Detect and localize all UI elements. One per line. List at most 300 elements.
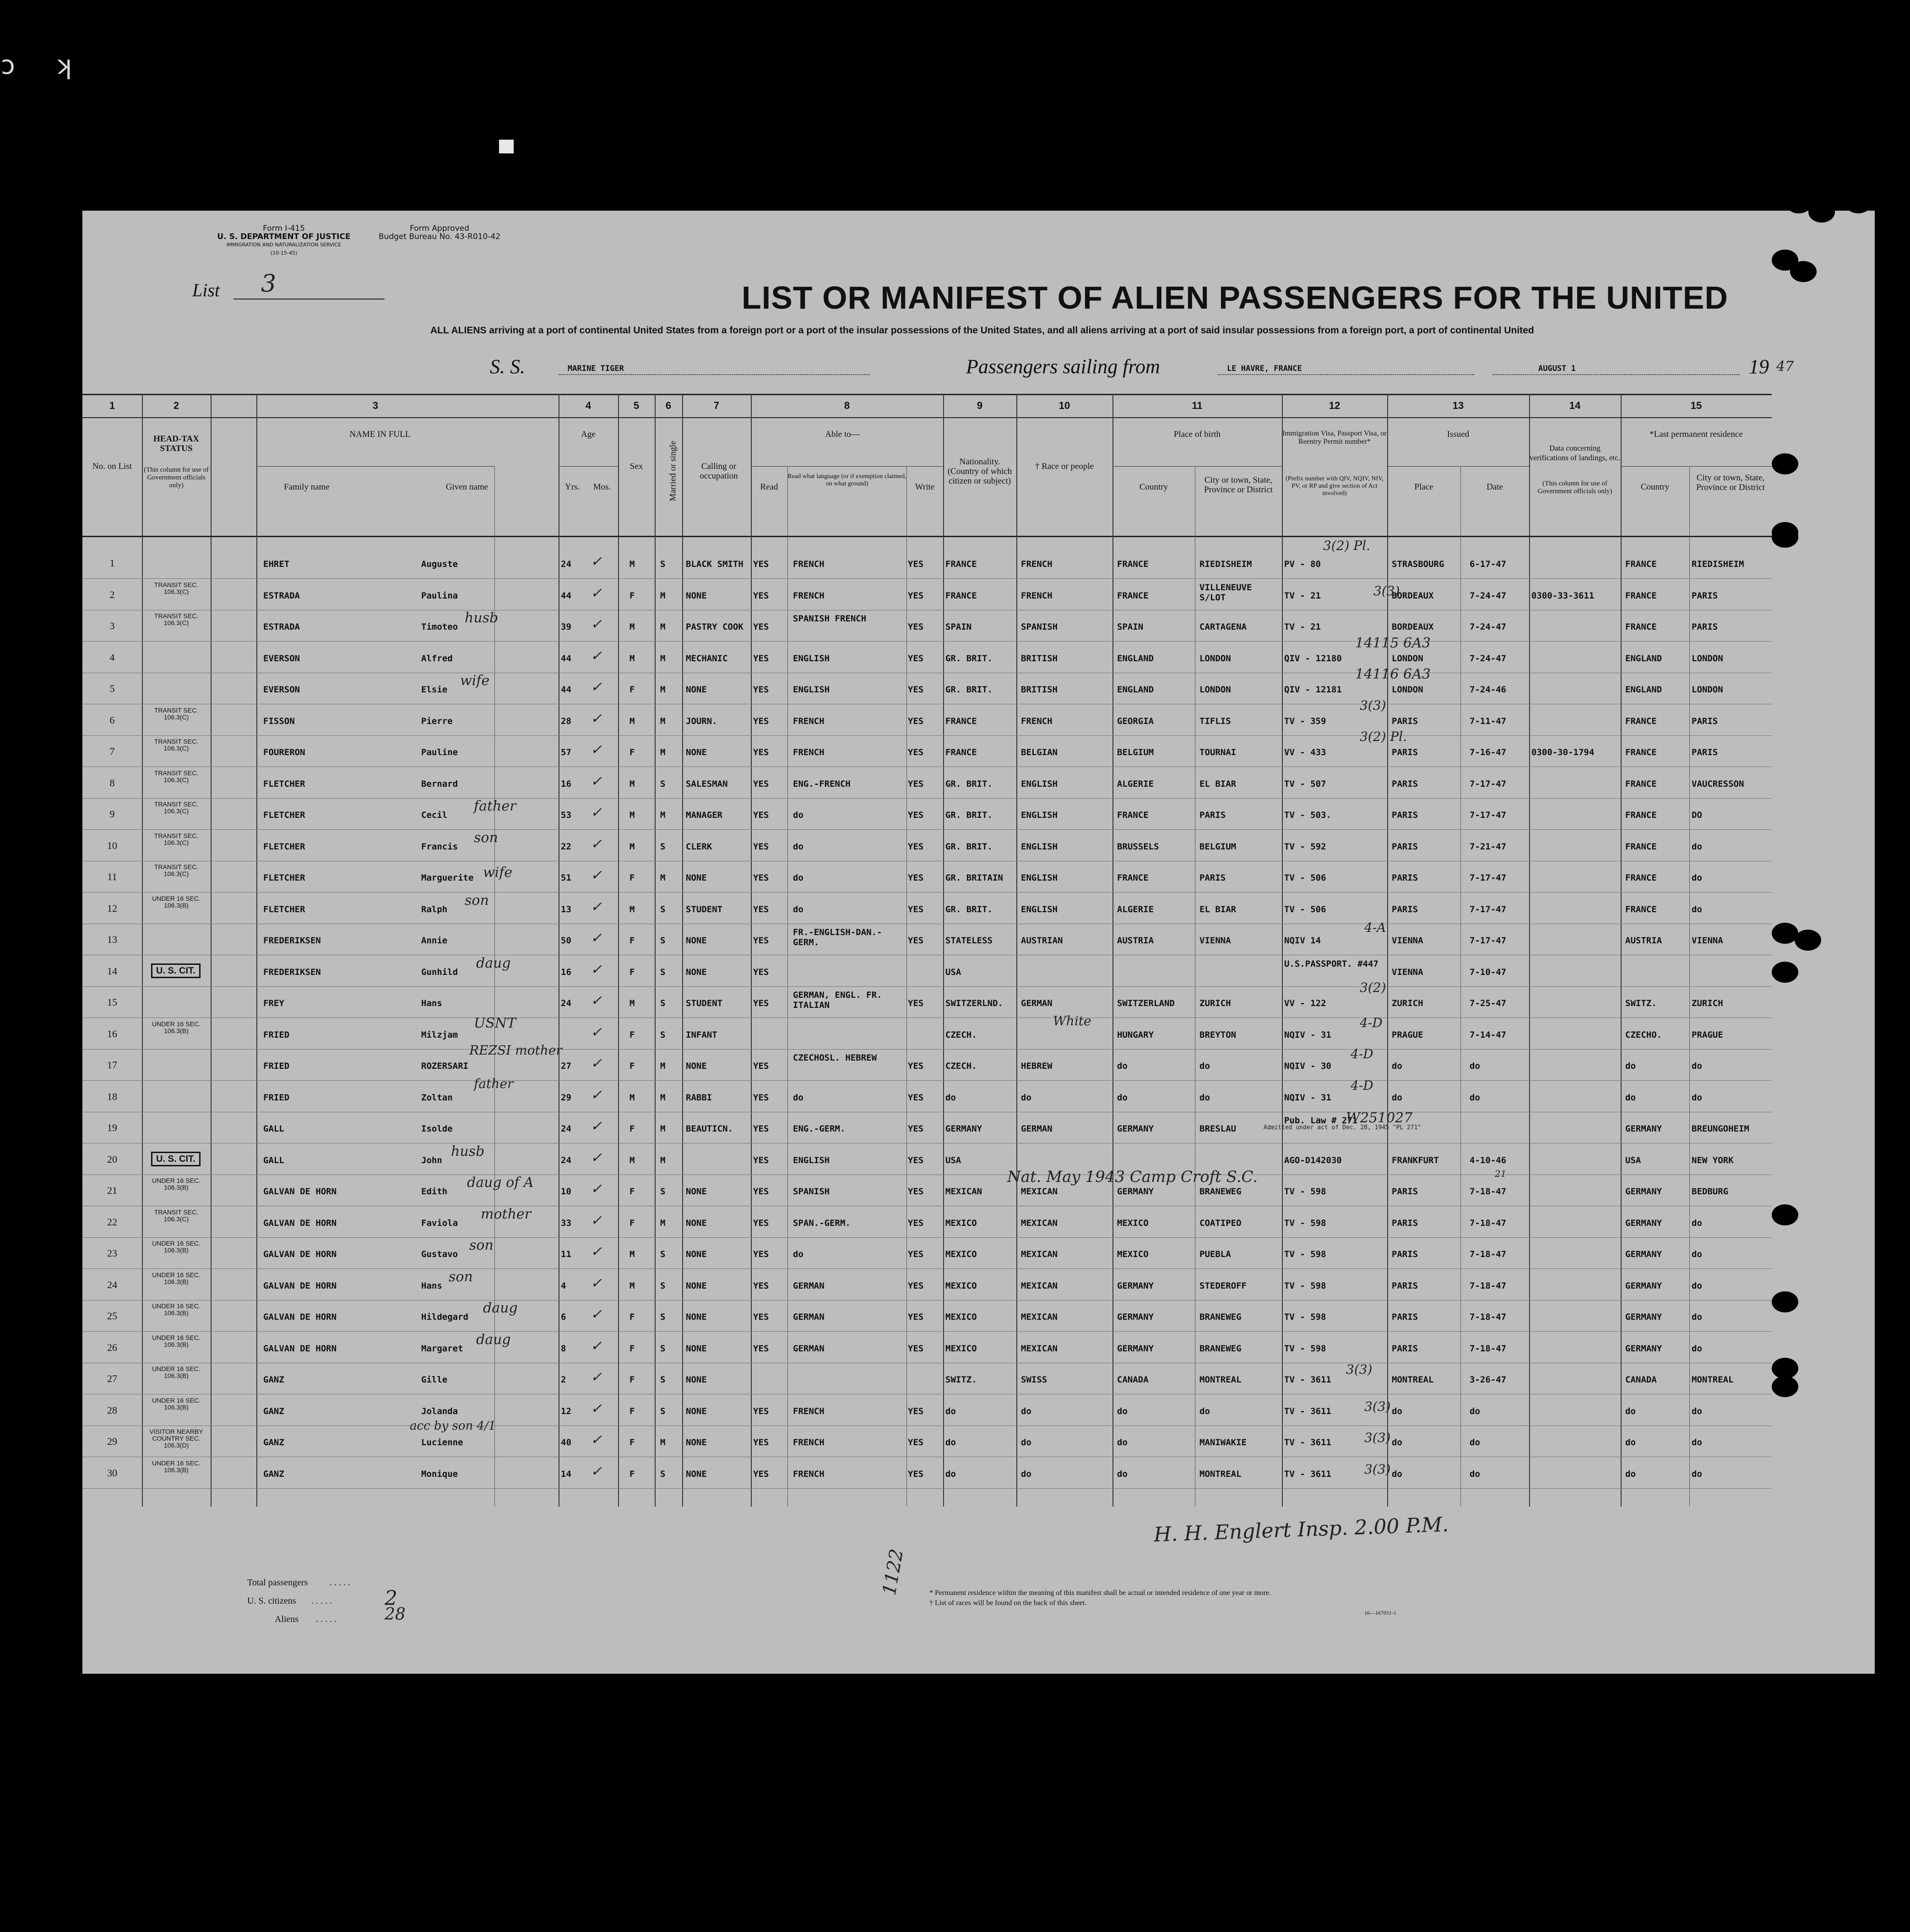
res-country-cell: GERMANY [1625,1218,1662,1228]
given-name-cell: Francis [421,841,458,852]
age-cell: 11 [561,1249,571,1259]
header-landings-note: (This column for use of Government officials only) [1537,480,1612,495]
header-read: Read [760,482,778,492]
row-number: 9 [109,808,115,820]
occupation-cell: CLERK [686,841,712,852]
head-tax-status: TRANSIT SEC. 106.3(C) [154,800,199,815]
check-mark: ✓ [591,993,602,1009]
res-country-cell: FRANCE [1625,810,1657,820]
header-head-tax-note: (This column for use of Government officials only) [144,466,209,489]
issued-place-cell: do [1392,1406,1402,1416]
res-city-cell: do [1692,1469,1702,1479]
column-number: 3 [372,400,379,411]
visa-cell: TV - 21 [1284,590,1321,601]
handwritten-note: W251027 [1346,1110,1413,1126]
handwritten-note: daug [483,1300,518,1316]
column-number-row [82,394,1772,418]
sex-cell: M [629,1092,635,1103]
res-city-cell: BEDBURG [1692,1186,1729,1197]
uscit-dots: . . . . . [311,1596,332,1606]
birth-country-cell: GERMANY [1117,1280,1154,1291]
sex-cell: F [629,1406,635,1416]
check-mark: ✓ [591,930,602,946]
table-row [82,830,1772,861]
column-header-row [82,416,1772,537]
given-name-cell: Zoltan [421,1092,453,1103]
issued-date-cell: 7-16-47 [1470,747,1507,757]
given-name-cell: Jolanda [421,1406,458,1416]
write-cell: YES [908,590,924,601]
write-cell: YES [908,1343,924,1354]
issued-place-cell: do [1392,1061,1402,1071]
visa-cell: TV - 598 [1284,1218,1326,1228]
res-country-cell: do [1625,1061,1636,1071]
table-row [82,1081,1772,1112]
nationality-cell: MEXICAN [945,1186,982,1197]
header-issued-place: Place [1414,482,1433,492]
family-name-cell: GALVAN DE HORN [263,1312,337,1322]
row-number: 8 [109,777,115,789]
given-name-cell: Annie [421,936,448,946]
issued-date-cell: 7-17-47 [1470,936,1507,946]
res-country-cell: do [1625,1469,1636,1479]
birth-country-cell: do [1117,1437,1128,1448]
row-number: 23 [107,1247,117,1259]
header-visa: Immigration Visa, Passport Visa, or Reentry Permit number* [1282,430,1387,446]
issued-date-cell: 7-18-47 [1470,1186,1507,1197]
handwritten-note: 3(2) Pl. [1360,729,1407,744]
family-name-cell: FLETCHER [263,810,305,820]
row-number: 2 [109,588,115,600]
signature: H. H. Englert Insp. 2.00 P.M. [1153,1513,1449,1547]
issued-place-cell: PARIS [1392,810,1418,820]
race-cell: MEXICAN [1021,1343,1058,1354]
birth-country-cell: FRANCE [1117,559,1149,569]
birth-city-cell: TOURNAI [1199,747,1237,757]
punch-hole [1808,201,1835,223]
head-tax-status: U. S. CIT. [151,963,201,978]
column-number: 12 [1329,400,1340,411]
year-suffix: 47 [1776,359,1794,375]
birth-country-cell: GERMANY [1117,1124,1154,1134]
header-divider [1112,466,1282,467]
margin-number: 1122 [879,1547,908,1597]
check-mark: ✓ [591,1306,602,1322]
write-cell: YES [908,1406,924,1416]
read-cell: YES [753,1280,769,1291]
issued-date-cell: do [1470,1061,1480,1071]
head-tax-status: UNDER 16 SEC. 106.3(B) [152,1396,201,1411]
row-number: 18 [107,1090,117,1102]
table-row [82,1332,1772,1363]
nationality-cell: MEXICO [945,1312,977,1322]
language-cell: FRENCH [793,590,825,601]
issued-date-cell: 7-21-47 [1470,841,1507,852]
family-name-cell: GALVAN DE HORN [263,1218,337,1228]
race-cell: FRENCH [1021,590,1053,601]
birth-city-cell: VIENNA [1199,936,1231,946]
table-row [82,547,1772,579]
issued-place-cell: do [1392,1469,1402,1479]
table-row [82,1300,1772,1332]
page-title: LIST OR MANIFEST OF ALIEN PASSENGERS FOR THE UNITED [742,280,1728,316]
form-id-line: Form I-415 [263,224,305,233]
handwritten-note: 14116 6A3 [1355,666,1431,682]
head-tax-status: UNDER 16 SEC. 106.3(B) [152,1271,201,1285]
res-country-cell: do [1625,1092,1636,1103]
visa-cell: TV - 598 [1284,1186,1326,1197]
issued-place-cell: PARIS [1392,747,1418,757]
language-cell: CZECHOSL. HEBREW [793,1053,877,1063]
nationality-cell: GR. BRIT. [945,810,993,820]
res-country-cell: FRANCE [1625,559,1657,569]
write-cell: YES [908,810,924,820]
occupation-cell: MECHANIC [686,653,728,664]
race-cell: MEXICAN [1021,1280,1058,1291]
header-name-in-full: NAME IN FULL [349,430,411,439]
read-cell: YES [753,1343,769,1354]
head-tax-status: UNDER 16 SEC. 106.3(B) [152,1333,201,1348]
age-cell: 29 [561,1092,571,1103]
table-row [82,1457,1772,1489]
sex-cell: M [629,1280,635,1291]
visa-cell: TV - 598 [1284,1343,1326,1354]
family-name-cell: FREY [263,998,284,1008]
punch-hole [1772,1376,1798,1397]
res-city-cell: PARIS [1692,622,1718,632]
write-cell: YES [908,559,924,569]
check-mark: ✓ [591,1463,602,1480]
res-country-cell: FRANCE [1625,778,1657,789]
issued-date-cell: 7-17-47 [1470,810,1507,820]
table-row [82,1269,1772,1301]
read-cell: YES [753,873,769,883]
visa-cell: TV - 3611 [1284,1469,1331,1479]
nationality-cell: MEXICO [945,1249,977,1259]
family-name-cell: GALVAN DE HORN [263,1343,337,1354]
res-country-cell: GERMANY [1625,1312,1662,1322]
birth-city-cell: VILLENEUVE S/LOT [1199,582,1252,603]
header-divider [1387,466,1529,467]
write-cell: YES [908,1061,924,1071]
issued-place-cell: PARIS [1392,1280,1418,1291]
res-country-cell: FRANCE [1625,841,1657,852]
birth-country-cell: do [1117,1469,1128,1479]
race-cell: ENGLISH [1021,841,1058,852]
res-country-cell: FRANCE [1625,873,1657,883]
family-name-cell: EVERSON [263,653,300,664]
check-mark: ✓ [591,679,602,695]
issued-date-cell: 7-18-47 [1470,1249,1507,1259]
punch-hole [1772,1291,1798,1312]
form-id-line: IMMIGRATION AND NATURALIZATION SERVICE [226,242,342,248]
check-mark: ✓ [591,961,602,978]
visa-cell: TV - 598 [1284,1249,1326,1259]
issued-place-cell: PRAGUE [1392,1029,1423,1040]
language-cell: do [793,873,803,883]
family-name-cell: GANZ [263,1437,284,1448]
visa-cell: TV - 21 [1284,622,1321,632]
issued-place-cell: LONDON [1392,653,1423,664]
sex-cell: F [629,936,635,946]
res-country-cell: FRANCE [1625,716,1657,726]
res-country-cell: GERMANY [1625,1186,1662,1197]
list-number: 3 [261,270,277,298]
given-name-cell: Pierre [421,716,453,726]
aliens-value: 28 [385,1605,406,1624]
header-res-city: City or town, State, Province or District [1696,473,1765,492]
departure-port: LE HAVRE, FRANCE [1227,364,1302,373]
occupation-cell: RABBI [686,1092,712,1103]
visa-cell: Pub. Law # 271 [1284,1116,1358,1126]
issued-date-cell: do [1470,1406,1480,1416]
issued-place-cell: PARIS [1392,778,1418,789]
header-given-name: Given name [445,482,488,492]
birth-city-cell: STEDEROFF [1199,1280,1247,1291]
row-number: 10 [107,839,117,851]
marital-status-cell: S [660,1249,666,1259]
column-number: 9 [977,400,983,411]
language-cell: FR.-ENGLISH-DAN.-GERM. [793,927,882,947]
given-name-cell: John [421,1155,442,1165]
head-tax-status: U. S. CIT. [151,1152,201,1166]
age-cell: 16 [561,778,571,789]
birth-country-cell: ENGLAND [1117,653,1154,664]
birth-country-cell: do [1117,1092,1128,1103]
check-mark: ✓ [591,1275,602,1291]
birth-country-cell: CANADA [1117,1375,1149,1385]
language-cell: FRENCH [793,559,825,569]
marital-status-cell: S [660,1343,666,1354]
res-city-cell: do [1692,1249,1702,1259]
race-cell: ENGLISH [1021,778,1058,789]
visa-cell: TV - 506 [1284,904,1326,914]
row-number: 29 [107,1436,117,1447]
occupation-cell: NONE [686,1406,707,1416]
write-cell: YES [908,1155,924,1165]
header-last-residence: *Last permanent residence [1650,430,1743,439]
check-mark: ✓ [591,1212,602,1229]
handwritten-note: White [1053,1013,1091,1029]
table-row [82,893,1772,924]
birth-country-cell: MEXICO [1117,1218,1149,1228]
read-cell: YES [753,1406,769,1416]
birth-country-cell: AUSTRIA [1117,936,1154,946]
res-city-cell: VAUCRESSON [1692,778,1744,789]
occupation-cell: NONE [686,1375,707,1385]
race-cell: MEXICAN [1021,1218,1058,1228]
check-mark: ✓ [591,1181,602,1197]
given-name-cell: Edith [421,1186,448,1197]
write-cell: YES [908,998,924,1008]
issued-place-cell: do [1392,1092,1402,1103]
language-cell: SPANISH [793,1186,830,1197]
header-write: Write [915,482,935,492]
nationality-cell: USA [945,1155,961,1165]
nationality-cell: CZECH. [945,1029,977,1040]
language-cell: GERMAN [793,1312,825,1322]
issued-place-cell: PARIS [1392,1249,1418,1259]
occupation-cell: NONE [686,1218,707,1228]
check-mark: ✓ [591,898,602,915]
column-number: 14 [1569,400,1581,411]
sex-cell: M [629,998,635,1008]
write-cell: YES [908,653,924,664]
age-cell: 40 [561,1437,571,1448]
write-cell: YES [908,778,924,789]
sex-cell: F [629,590,635,601]
family-name-cell: FRIED [263,1029,290,1040]
nationality-cell: do [945,1092,956,1103]
birth-city-cell: PUEBLA [1199,1249,1231,1259]
read-cell: YES [753,810,769,820]
given-name-cell: Timoteo [421,622,458,632]
birth-country-cell: BRUSSELS [1117,841,1159,852]
marital-status-cell: M [660,1437,666,1448]
race-cell: FRENCH [1021,716,1053,726]
check-mark: ✓ [591,1432,602,1448]
res-city-cell: do [1692,904,1702,914]
read-cell: YES [753,1218,769,1228]
age-cell: 24 [561,559,571,569]
table-row [82,1363,1772,1394]
table-row [82,610,1772,642]
row-number: 1 [109,557,115,569]
visa-cell: TV - 507 [1284,778,1326,789]
race-footnote: † List of races will be found on the back of this sheet. [929,1599,1087,1607]
occupation-cell: NONE [686,936,707,946]
marital-status-cell: M [660,622,666,632]
sex-cell: F [629,1218,635,1228]
nationality-cell: FRANCE [945,716,977,726]
sex-cell: M [629,653,635,664]
family-name-cell: FREDERIKSEN [263,936,321,946]
age-cell: 10 [561,1186,571,1197]
age-cell: 24 [561,1155,571,1165]
punch-hole [1790,261,1817,282]
punch-hole [1772,453,1798,474]
row-number: 14 [107,965,117,977]
table-row [82,579,1772,610]
head-tax-status: UNDER 16 SEC. 106.3(B) [152,1020,201,1034]
issued-date-cell: do [1470,1092,1480,1103]
form-approval-block [357,224,522,241]
header-married: Married or single [668,441,678,501]
given-name-cell: Marguerite [421,873,474,883]
birth-city-cell: BELGIUM [1199,841,1237,852]
check-mark: ✓ [591,805,602,821]
form-approval-line: Form Approved [410,224,469,233]
visa-cell: TV - 3611 [1284,1406,1331,1416]
birth-country-cell: FRANCE [1117,810,1149,820]
res-country-cell: CZECHO. [1625,1029,1662,1040]
birth-city-cell: LONDON [1199,685,1231,695]
birth-city-cell: EL BIAR [1199,904,1237,914]
res-city-cell: PARIS [1692,747,1718,757]
row-number: 12 [107,902,117,914]
language-cell: FRENCH [793,1437,825,1448]
header-nationality: Nationality. (Country of which citizen or subject) [947,457,1012,486]
marital-status-cell: S [660,1280,666,1291]
occupation-cell: NONE [686,747,707,757]
nationality-cell: CZECH. [945,1061,977,1071]
marital-status-cell: M [660,685,666,695]
nationality-cell: MEXICO [945,1218,977,1228]
check-mark: ✓ [591,1244,602,1260]
sex-cell: M [629,559,635,569]
age-cell: 14 [561,1469,571,1479]
res-country-cell: FRANCE [1625,904,1657,914]
issued-date-cell: 7-17-47 [1470,778,1507,789]
ss-label: S. S. [490,355,525,378]
check-mark: ✓ [591,773,602,789]
header-res-country: Country [1640,482,1670,492]
family-name-cell: GALVAN DE HORN [263,1186,337,1197]
race-cell: MEXICAN [1021,1249,1058,1259]
res-city-cell: do [1692,1343,1702,1354]
row-number: 6 [109,714,115,726]
age-cell: 51 [561,873,571,883]
race-cell: SPANISH [1021,622,1058,632]
occupation-cell: STUDENT [686,998,723,1008]
punch-hole [1845,192,1872,213]
family-name-cell: GALVAN DE HORN [263,1280,337,1291]
birth-city-cell: BRANEWEG [1199,1343,1242,1354]
handwritten-note: acc by son 4/1 [410,1419,496,1433]
table-row [82,955,1772,987]
given-name-cell: ROZERSARI [421,1061,468,1071]
age-cell: 22 [561,841,571,852]
occupation-cell: NONE [686,1061,707,1071]
handwritten-note: wife [460,673,490,689]
table-row [82,1018,1772,1050]
issued-place-cell: PARIS [1392,1312,1418,1322]
write-cell: YES [908,685,924,695]
uscit-value: 2 [385,1587,397,1610]
birth-city-cell: MANIWAKIE [1199,1437,1247,1448]
given-name-cell: Alfred [421,653,453,664]
table-row [82,798,1772,830]
nationality-cell: GR. BRIT. [945,841,993,852]
sailing-line [490,355,1818,382]
header-read-language: Read what language (or if exemption claimed, on what ground) [787,473,906,487]
issued-date-cell: do [1470,1437,1480,1448]
occupation-cell: BEAUTICN. [686,1124,733,1134]
given-name-cell: Monique [421,1469,458,1479]
sex-cell: M [629,716,635,726]
given-name-cell: Elsie [421,685,448,695]
family-name-cell: FRIED [263,1092,290,1103]
birth-city-cell: PARIS [1199,810,1226,820]
visa-cell: QIV - 12181 [1284,685,1342,695]
sex-cell: M [629,622,635,632]
head-tax-status: UNDER 16 SEC. 106.3(B) [152,1459,201,1474]
res-country-cell: USA [1625,1155,1641,1165]
age-cell: 44 [561,653,571,664]
res-city-cell: PRAGUE [1692,1029,1723,1040]
handwritten-note: 3(3) [1364,1461,1391,1477]
visa-cell: TV - 503. [1284,810,1331,820]
marital-status-cell: M [660,810,666,820]
family-name-cell: GANZ [263,1375,284,1385]
age-cell: 24 [561,1124,571,1134]
res-city-cell: do [1692,841,1702,852]
write-cell: YES [908,841,924,852]
birth-city-cell: TIFLIS [1199,716,1231,726]
check-mark: ✓ [591,1369,602,1385]
birth-country-cell: HUNGARY [1117,1029,1154,1040]
age-cell: 27 [561,1061,571,1071]
